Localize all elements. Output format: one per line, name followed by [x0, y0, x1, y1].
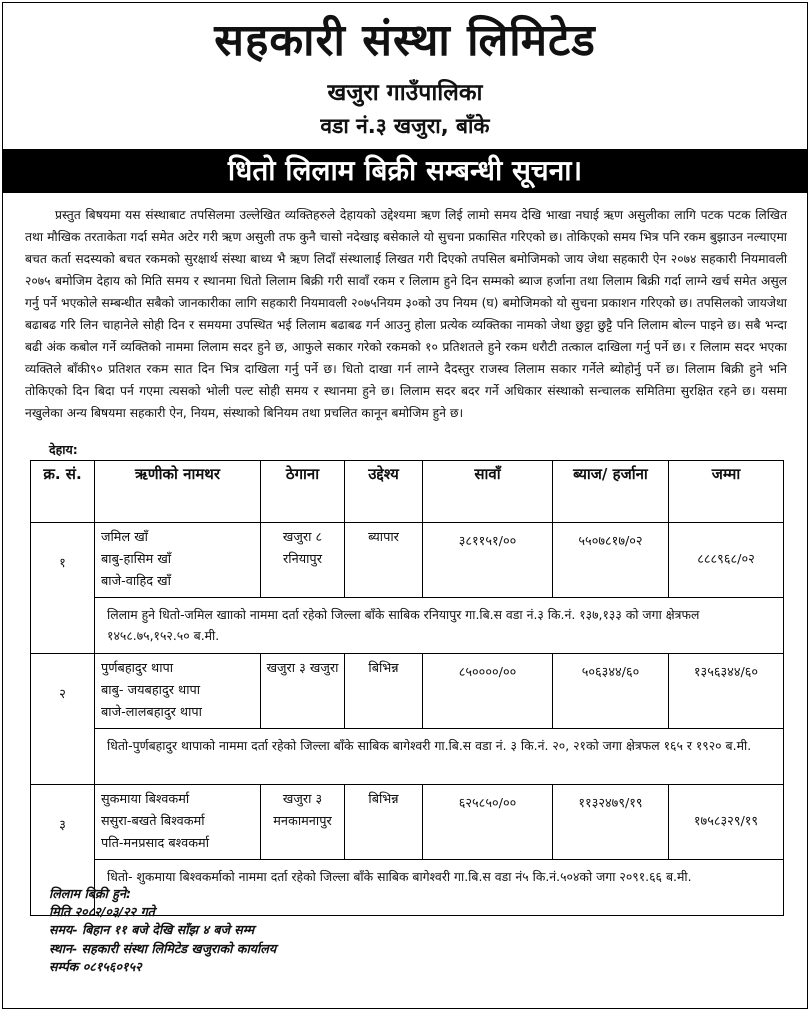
interest-amount: ११३२४७९/१९	[553, 785, 669, 860]
notice-body: प्रस्तुत बिषयमा यस संस्थाबाट तपसिलमा उल्लेखित व्यक्तिहरुले देहायको उद्देश्यमा ऋण लिई लामो समय देखि भाखा नघाई ऋण असुलीका लागि पटक पटक लिखित तथा मौखिक तरताकेता गर्दा समेत अटेर गरी ऋण असुली तफ कुनै चासो नदेखाइ बसेकाले यो सुचना प्रकासित गरिएको छ। तोकिएको समय भित्र पनि रकम बुझाउन नल्याएमा बचत कर्ता सदस्यको बचत रकमको सुरक्षार्थ संस्था बाध्य भै ऋण लिदाँ संस्थालाई लिखत गरी दिएको तपसिल बमोजिमको जाय जेथा सहकारी ऐन २०७४ सहकारी नियमावली २०७५ बमोजिम देहाय को मिति समय र स्थानमा धितो लिलाम बिक्री गरी सावाँ रकम र लिलाम हुने दिन सम्मको ब्याज हर्जाना तथा लिलाम बिक्री गर्दा लाग्ने खर्च समेत असुल गर्नु पर्ने भएकोले सम्बन्धीत सबैको जानकारीका लागि सहकारी नियमावली २०७५नियम ३०को उप नियम (घ) बमोजिमको यो सुचना प्रकाशन गरिएको छ। तपसिलको जायजेथा बढाबढ गरि लिन चाहानेले सोही दिन र समयमा उपस्थित भई लिलाम बढाबढ गर्न आउनु होला प्रत्येक व्यक्तिका नामको जेथा छुट्टा छुट्टै पनि लिलाम बोल्न पाइने छ। सबै भन्दा बढी अंक कबोल गर्ने व्यक्तिको नाममा लिलाम सदर हुने छ, आफुले सकार गरेको रकमको १० प्रतिशतले हुने रकम धरौटी तत्काल दाखिला गर्नु पर्ने छ। र लिलाम सदर भएका व्यक्तिले बाँकी९० प्रतिशत रकम सात दिन भित्र दाखिला गर्नु पर्ने छ। धितो दाखा गर्न लाग्ने दैदस्तुर राजस्व लिलाम सकार गर्नेले ब्योहोर्नु पर्ने छ। लिलाम बिक्री हुने भनि तोकिएको दिन बिदा पर्न गएमा त्यसको भोली पल्ट सोही समय र स्थानमा हुने छ। लिलाम सदर बदर गर्ने अधिकार संस्थाको सन्चालक समितिमा सुरक्षित रहने छ। यसमा नखुलेका अन्य बिषयमा सहकारी ऐन, नियम, संस्थाको बिनियम तथा प्रचलित कानून बमोजिम हुने छ।	[25, 208, 787, 420]
auction-details	[49, 885, 276, 976]
dehay-label: देहाय:	[49, 442, 78, 457]
collateral-row	[31, 598, 784, 654]
borrower-grandfather: पति-मनप्रसाद बश्वकर्मा	[101, 836, 210, 851]
interest-amount: ५५०७८१७/०२	[553, 523, 669, 598]
row-sn: ३	[31, 785, 95, 916]
auction-time: समय- बिहान ११ बजे देखि साँझ ४ बजे सम्म	[49, 922, 255, 938]
row-sn: १	[31, 523, 95, 654]
auction-contact: सर्म्पक ०८१५६०१५२	[49, 958, 142, 974]
notice-title: धितो लिलाम बिक्री सम्बन्धी सूचना।	[3, 149, 807, 193]
auction-date: मिति २०८२/०३/२२ गते	[49, 904, 155, 920]
borrower-grandfather: बाजे-लालबहादुर थापा	[101, 705, 202, 720]
interest-amount: ५०६३४४/६०	[553, 654, 669, 729]
borrower-name	[95, 523, 261, 598]
total-amount: १३५६३४४/६०	[669, 654, 784, 729]
loan-purpose: बिभिन्न	[345, 785, 423, 860]
table-row	[31, 654, 784, 729]
collateral-row	[31, 729, 784, 785]
ward-address: वडा नं.३ खजुरा, बाँके	[320, 114, 490, 138]
header-total: जम्मा	[669, 461, 784, 523]
header-principal: सावाँ	[423, 461, 553, 523]
borrower-line: जमिल खाँ	[101, 530, 148, 545]
collateral-description: लिलाम हुने धितो-जमिल खााको नाममा दर्ता रहेको जिल्ला बाँके साबिक रनियापुर गा.बि.स वडा नं.३ कि.नं. १३७,१३३ को जगा क्षेत्रफल १४५८.७५,१५२.५० ब.मी.	[95, 598, 784, 654]
table-header-row	[31, 461, 784, 523]
total-amount: ८८८९६८/०२	[669, 523, 784, 598]
borrower-address: खजुरा ३ मनकामनापुर	[261, 785, 345, 860]
borrower-father: बाबु-हासिम खाँ	[101, 552, 172, 567]
collateral-description: धितो-पुर्णबहादुर थापाको नाममा दर्ता रहेको जिल्ला बाँके साबिक बागेश्वरी गा.बि.स वडा नं. ३ कि.नं. २०, २१को जगा क्षेत्रफल १६५ र १९२० ब.मी.	[95, 729, 784, 785]
total-amount: १७५८३२९/१९	[669, 785, 784, 860]
principal-amount: ३८११५१/००	[423, 523, 553, 598]
loan-purpose: बिभिन्न	[345, 654, 423, 729]
row-sn: २	[31, 654, 95, 785]
table-row	[31, 523, 784, 598]
org-name: सहकारी संस्था लिमिटेड	[214, 15, 596, 66]
borrower-name	[95, 654, 261, 729]
loan-purpose: ब्यापार	[345, 523, 423, 598]
table-row	[31, 785, 784, 860]
borrower-address: खजुरा ३ खजुरा	[261, 654, 345, 729]
header-purpose: उद्देश्य	[345, 461, 423, 523]
auction-place: स्थान- सहकारी संस्था लिमिटेड खजुराको कार्यालय	[49, 940, 277, 956]
header-sn: क्र. सं.	[31, 461, 95, 523]
borrower-line: सुकमाया बिश्वकर्मा	[101, 792, 190, 807]
borrower-father: बाबु- जयबहादुर थापा	[101, 683, 201, 698]
principal-amount: ६२५८५०/००	[423, 785, 553, 860]
borrower-line: पुर्णबहादुर थापा	[101, 661, 174, 676]
municipality: खजुरा गाउँपालिका	[327, 80, 483, 106]
borrower-father: ससुरा-बखते बिश्वकर्मा	[101, 814, 205, 829]
loan-table	[30, 460, 784, 916]
borrower-grandfather: बाजे-वाहिद खाँ	[101, 574, 171, 589]
header-address: ठेगाना	[261, 461, 345, 523]
auction-heading: लिलाम बिक्री हुने:	[49, 886, 132, 901]
header-name: ऋणीको नामथर	[95, 461, 261, 523]
notice-page	[2, 2, 808, 1009]
header-interest: ब्याज/ हर्जाना	[553, 461, 669, 523]
collateral-description: धितो- शुकमाया बिश्वकर्माको नाममा दर्ता रहेको जिल्ला बाँके साबिक बागेश्वरी गा.बि.स वडा नं५ कि.नं.५०४को जगा २०९१.६६ ब.मी.	[95, 860, 784, 916]
borrower-address: खजुरा ८ रनियापुर	[261, 523, 345, 598]
principal-amount: ८५००००/००	[423, 654, 553, 729]
borrower-name	[95, 785, 261, 860]
